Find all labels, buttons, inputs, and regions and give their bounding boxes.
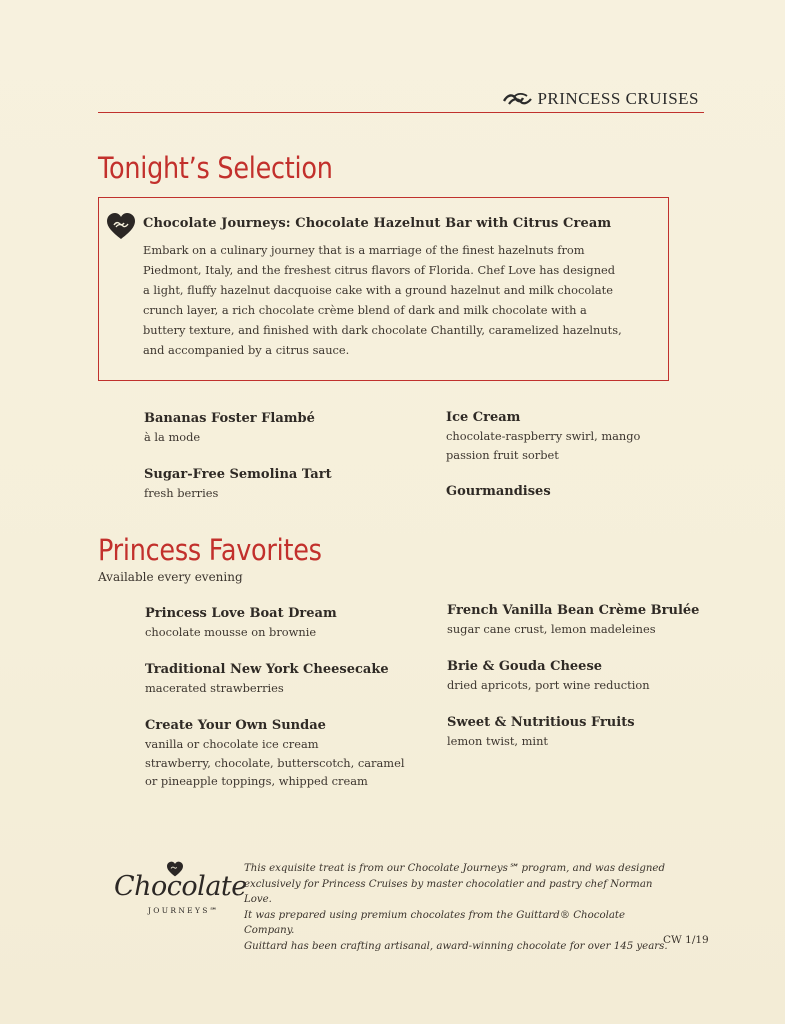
item-desc: dried apricots, port wine reduction bbox=[447, 678, 650, 692]
feature-desc-line: Piedmont, Italy, and the freshest citrus flavors of Florida. Chef Love has designed bbox=[143, 263, 616, 277]
footnote-line: This exquisite treat is from our Chocolate Journeys℠ program, and was designed bbox=[244, 863, 665, 874]
item-desc: chocolate-raspberry swirl, mango bbox=[446, 429, 641, 443]
footnote-line: It was prepared using premium chocolates from the Guittard® Chocolate Company. bbox=[244, 909, 626, 936]
feature-desc-line: crunch layer, a rich chocolate crème blend of dark and milk chocolate with a bbox=[143, 303, 587, 317]
feature-desc-line: Embark on a culinary journey that is a marriage of the finest hazelnuts from bbox=[143, 243, 585, 257]
item-desc: lemon twist, mint bbox=[447, 734, 548, 748]
item-name: Gourmandises bbox=[446, 484, 551, 499]
chocolate-journeys-heart-icon bbox=[106, 212, 136, 240]
menu-item-gourmandises bbox=[446, 483, 736, 501]
item-desc: à la mode bbox=[144, 430, 201, 444]
brand-header bbox=[503, 89, 699, 109]
item-name: Princess Love Boat Dream bbox=[145, 606, 337, 621]
brand-name: PRINCESS CRUISES bbox=[537, 89, 699, 108]
menu-item-bananas-foster bbox=[144, 410, 434, 447]
logo-script: Chocolate bbox=[114, 871, 247, 902]
feature-title: Chocolate Journeys: Chocolate Hazelnut Bar with Citrus Cream bbox=[143, 216, 612, 231]
item-desc: fresh berries bbox=[144, 486, 219, 500]
footnote-line: Guittard has been crafting artisanal, award-winning chocolate for over 145 years. bbox=[244, 940, 668, 952]
item-name: Traditional New York Cheesecake bbox=[145, 662, 389, 677]
menu-item-love-boat-dream bbox=[145, 605, 435, 642]
feature-desc-line: a light, fluffy hazelnut dacquoise cake with a ground hazelnut and milk chocolate bbox=[143, 283, 613, 297]
item-name: Ice Cream bbox=[446, 410, 521, 425]
item-name: Create Your Own Sundae bbox=[145, 718, 326, 733]
menu-item-sundae bbox=[145, 717, 435, 791]
feature-desc-line: buttery texture, and finished with dark chocolate Chantilly, caramelized hazelnuts, bbox=[143, 323, 622, 337]
princess-favorites-subtitle: Available every evening bbox=[98, 570, 243, 584]
feature-description bbox=[143, 240, 653, 360]
item-name: Sugar-Free Semolina Tart bbox=[144, 467, 332, 482]
menu-item-brie-gouda bbox=[447, 658, 737, 695]
tonights-selection-title: Tonight’s Selection bbox=[98, 151, 333, 185]
chocolate-journeys-logo bbox=[110, 857, 247, 919]
footnote bbox=[244, 861, 674, 954]
item-desc: chocolate mousse on brownie bbox=[145, 625, 317, 639]
menu-item-cheesecake bbox=[145, 661, 435, 698]
header-rule bbox=[98, 112, 704, 113]
item-name: French Vanilla Bean Crème Brulée bbox=[447, 603, 700, 618]
item-desc: macerated strawberries bbox=[145, 681, 284, 695]
princess-wave-logo-icon bbox=[503, 92, 533, 106]
footnote-line: exclusively for Princess Cruises by master chocolatier and pastry chef Norman Love. bbox=[244, 878, 653, 905]
item-name: Brie & Gouda Cheese bbox=[447, 659, 603, 674]
menu-item-creme-brulee bbox=[447, 602, 737, 639]
item-desc: sugar cane crust, lemon madeleines bbox=[447, 622, 656, 636]
menu-item-fruits bbox=[447, 714, 737, 751]
logo-sub: JOURNEYS℠ bbox=[148, 906, 220, 915]
item-name: Bananas Foster Flambé bbox=[144, 411, 315, 426]
feature-desc-line: and accompanied by a citrus sauce. bbox=[143, 343, 350, 357]
menu-item-semolina-tart bbox=[144, 466, 434, 503]
menu-item-ice-cream bbox=[446, 409, 736, 464]
menu-code: CW 1/19 bbox=[663, 934, 709, 946]
feature-box bbox=[98, 197, 669, 381]
item-desc: passion fruit sorbet bbox=[446, 447, 559, 462]
item-desc: strawberry, chocolate, butterscotch, caramel bbox=[145, 755, 405, 770]
princess-favorites-title: Princess Favorites bbox=[98, 533, 322, 567]
item-desc: vanilla or chocolate ice cream bbox=[145, 737, 319, 751]
item-desc: or pineapple toppings, whipped cream bbox=[145, 774, 368, 788]
item-name: Sweet & Nutritious Fruits bbox=[447, 715, 635, 730]
